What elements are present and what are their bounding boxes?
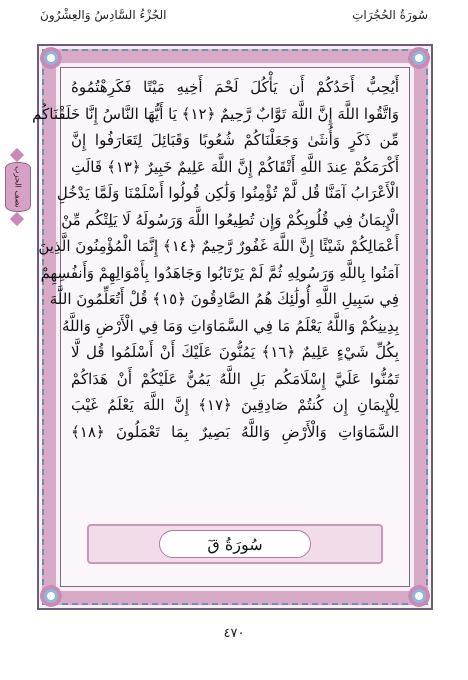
- side-marker: [2, 150, 32, 224]
- verse-line: السَّمَاوَاتِ وَالْأَرْضِ وَاللَّهُ بَصِيرٌ بِمَا تَعْمَلُونَ ﴿١٨﴾: [71, 422, 399, 441]
- hizb-badge: [5, 162, 31, 212]
- surah-title: سُورَةُ قٓ: [159, 530, 311, 558]
- corner-rosette-icon: [408, 47, 430, 69]
- hizb-label: نصف الحزب: [13, 166, 23, 208]
- surah-banner: [87, 524, 383, 564]
- verse-line: الْإِيمَانُ فِي قُلُوبِكُمْ وَإِن تُطِيعُوا اللَّهَ وَرَسُولَهُ لَا يَلِتْكُم مِّنْ: [61, 210, 399, 229]
- verse-line: بِكُلِّ شَيْءٍ عَلِيمٌ ﴿١٦﴾ يَمُنُّونَ عَلَيْكَ أَنْ أَسْلَمُوا قُل لَّا: [71, 343, 399, 361]
- verse-line: أَعْمَالِكُمْ شَيْئًا إِنَّ اللَّهَ غَفُورٌ رَّحِيمٌ ﴿١٤﴾ إِنَّمَا الْمُؤْمِنُونَ الَّذِينَ: [38, 237, 399, 255]
- verse-line: آمَنُوا بِاللَّهِ وَرَسُولِهِ ثُمَّ لَمْ يَرْتَابُوا وَجَاهَدُوا بِأَمْوَالِهِمْ وَأَنفُسِهِمْ: [40, 263, 399, 282]
- verse-line: لِلْإِيمَانِ إِن كُنتُمْ صَادِقِينَ ﴿١٧﴾ إِنَّ اللَّهَ يَعْلَمُ غَيْبَ: [71, 396, 399, 414]
- verse-line: فِي سَبِيلِ اللَّهِ أُولَٰئِكَ هُمُ الصَّادِقُونَ ﴿١٥﴾ قُلْ أَتُعَلِّمُونَ اللَّهَ: [49, 290, 399, 308]
- verse-line: بِدِينِكُمْ وَاللَّهُ يَعْلَمُ مَا فِي السَّمَاوَاتِ وَمَا فِي الْأَرْضِ وَاللَّهُ: [61, 316, 399, 335]
- corner-rosette-icon: [408, 585, 430, 607]
- corner-rosette-icon: [40, 47, 62, 69]
- verse-line: أَيُحِبُّ أَحَدُكُمْ أَن يَأْكُلَ لَحْمَ أَخِيهِ مَيْتًا فَكَرِهْتُمُوهُ: [71, 78, 399, 96]
- ornament-icon: [10, 212, 24, 226]
- verse-line: وَاتَّقُوا اللَّهَ إِنَّ اللَّهَ تَوَّابٌ رَّحِيمٌ ﴿١٢﴾ يَا أَيُّهَا النَّاسُ إِنَّا خَلَقْنَاكُم: [32, 104, 399, 123]
- page-number: ٤٧٠: [223, 626, 245, 641]
- text-panel: [32, 67, 410, 587]
- ornament-icon: [10, 148, 24, 162]
- verse-line: مِّن ذَكَرٍ وَأُنثَىٰ وَجَعَلْنَاكُمْ شُعُوبًا وَقَبَائِلَ لِتَعَارَفُوا إِنَّ: [71, 131, 399, 149]
- verse-line: أَكْرَمَكُمْ عِندَ اللَّهِ أَتْقَاكُمْ إِنَّ اللَّهَ عَلِيمٌ خَبِيرٌ ﴿١٣﴾ قَالَتِ: [71, 157, 399, 176]
- header-surah: سُورَةُ الحُجُرَاتِ: [352, 8, 428, 22]
- verse-line: تَمُنُّوا عَلَيَّ إِسْلَامَكُم بَلِ اللَّهُ يَمُنُّ عَلَيْكُمْ أَنْ هَدَاكُمْ: [71, 369, 399, 388]
- verse-line: الْأَعْرَابُ آمَنَّا قُل لَّمْ تُؤْمِنُوا وَلَٰكِن قُولُوا أَسْلَمْنَا وَلَمَّا يَدْخُلِ: [56, 184, 399, 202]
- page-frame: [32, 44, 433, 610]
- header-juz: الجُزْءُ السَّادِسُ وَالعِشْرُونَ: [40, 8, 167, 22]
- verse-text: [32, 74, 399, 514]
- corner-rosette-icon: [40, 585, 62, 607]
